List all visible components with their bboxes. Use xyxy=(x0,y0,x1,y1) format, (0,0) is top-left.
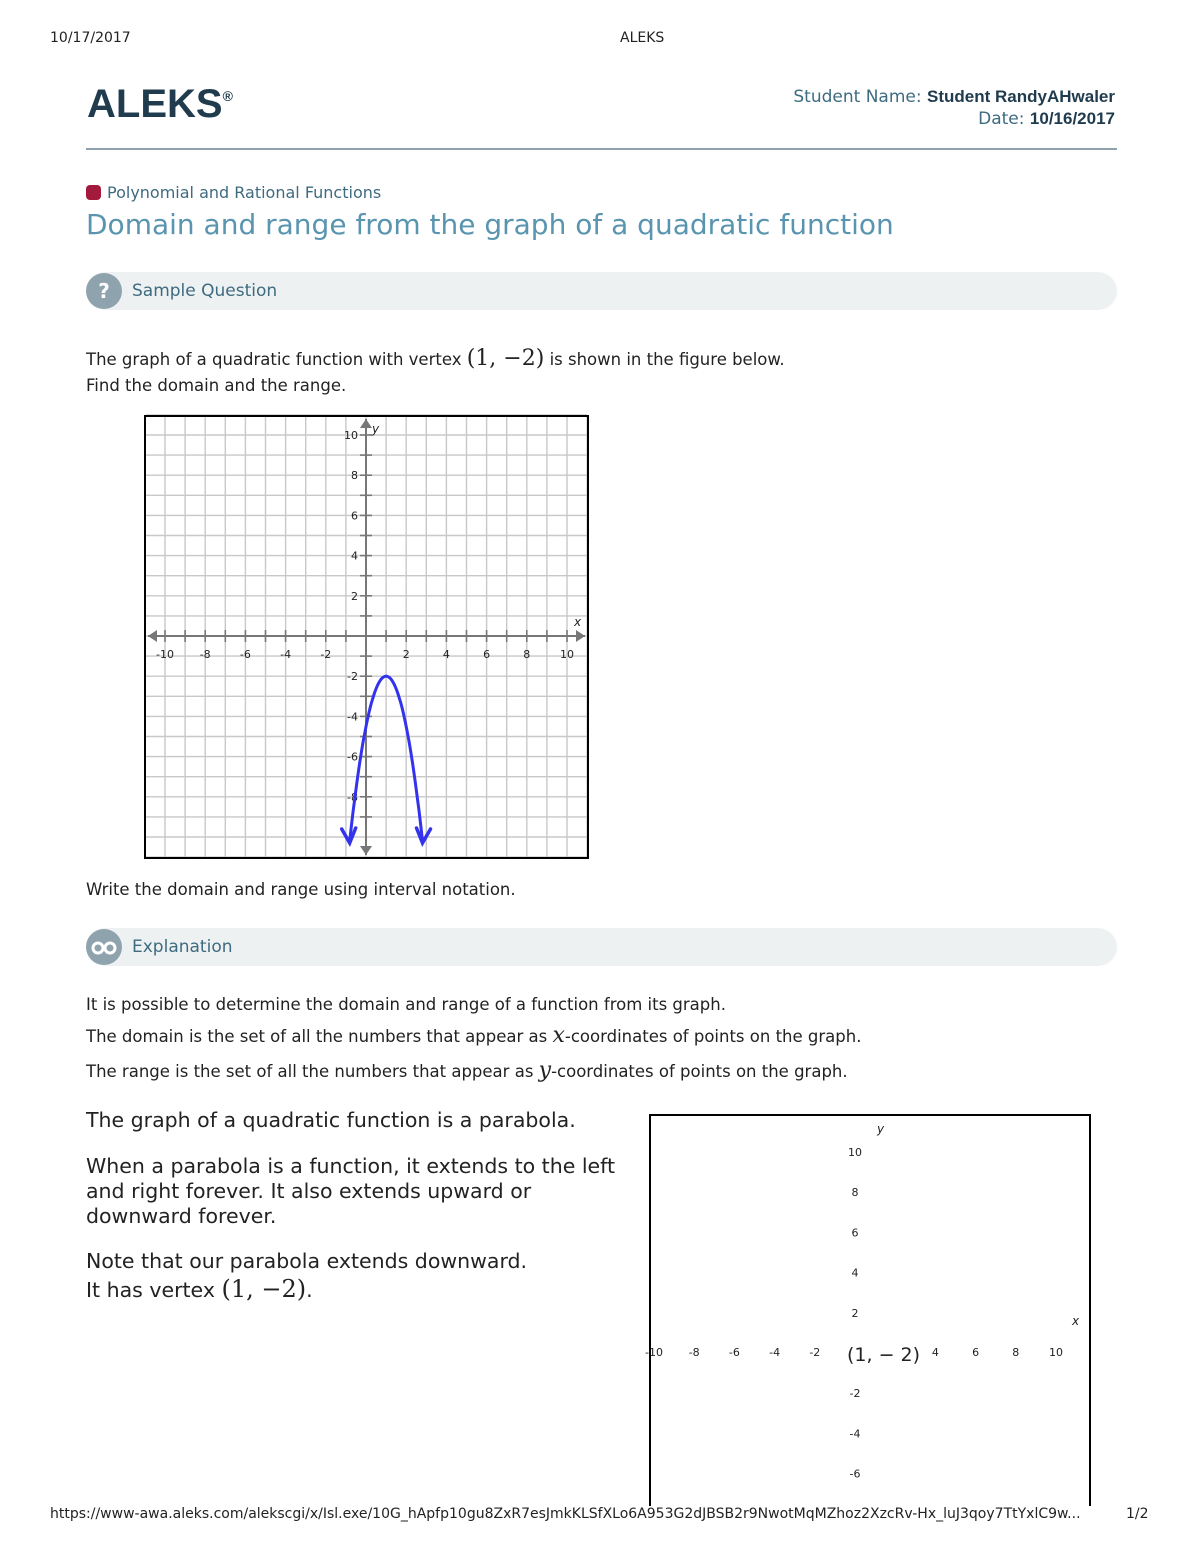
print-date: 10/17/2017 xyxy=(50,30,131,46)
vertex-math: (1, −2) xyxy=(466,346,545,371)
explanation-p1: It is possible to determine the domain and range of a function from its graph. xyxy=(86,995,726,1014)
question-icon: ? xyxy=(86,273,122,309)
category-icon xyxy=(86,185,101,200)
glasses-icon xyxy=(86,929,122,965)
vertex-label: (1, − 2) xyxy=(847,1344,921,1366)
date-label: Date: xyxy=(978,109,1025,129)
y-tick-label: 4 xyxy=(351,549,358,563)
x-tick-label: 4 xyxy=(931,1346,939,1359)
x-tick-label: -10 xyxy=(156,648,174,661)
date-value: 10/16/2017 xyxy=(1029,109,1115,128)
explanation-p3: The range is the set of all the numbers that appear as y-coordinates of points on the graph. xyxy=(86,1058,848,1083)
x-tick-label: -6 xyxy=(239,648,251,661)
x-tick-label: -6 xyxy=(728,1346,740,1359)
y-axis-arrow-down xyxy=(360,846,372,855)
y-axis-arrow-up xyxy=(360,419,372,428)
question-graph xyxy=(144,415,589,859)
question-text-line1: The graph of a quadratic function with vertex (1, −2) is shown in the figure below. xyxy=(86,346,785,371)
x-tick-label: 6 xyxy=(972,1346,980,1359)
footer-page: 1/2 xyxy=(1126,1506,1149,1522)
print-title: ALEKS xyxy=(620,30,665,46)
x-tick-label: -4 xyxy=(280,648,292,661)
explanation-p2: The domain is the set of all the numbers that appear as x-coordinates of points on the graph. xyxy=(86,1023,862,1048)
explanation-b2: When a parabola is a function, it extends to the left and right forever. It also extends upward or downward forever. xyxy=(86,1154,616,1228)
y-axis-label: y xyxy=(372,422,380,436)
y-tick-label: 8 xyxy=(851,1186,859,1200)
footer-url: https://www-awa.aleks.com/alekscgi/x/Isl.exe/10G_hApfp10gu8ZxR7esJmkKLSfXLo6A953G2dJBSB2r9NwotMqMZhoz2XzcRv-Hx_luJ3qoy7TtYxlC9w... xyxy=(50,1506,1081,1522)
x-axis-arrow-left xyxy=(148,630,157,642)
student-info xyxy=(793,86,1115,130)
y-tick-label: 10 xyxy=(344,429,358,442)
y-tick-label: 6 xyxy=(851,1226,859,1240)
y-tick-label: -2 xyxy=(347,670,358,684)
y-tick-label: -8 xyxy=(347,790,358,804)
x-tick-label: 4 xyxy=(442,648,450,661)
x-tick-label: 8 xyxy=(523,648,531,661)
topic-category: Polynomial and Rational Functions xyxy=(86,183,381,202)
explanation-b1: The graph of a quadratic function is a parabola. xyxy=(86,1108,576,1132)
x-tick-label: -8 xyxy=(688,1346,700,1359)
x-tick-label: -8 xyxy=(199,648,211,661)
y-tick-label: -4 xyxy=(347,710,358,724)
x-axis-label: x xyxy=(574,615,582,629)
question-text-line2: Find the domain and the range. xyxy=(86,376,347,395)
aleks-logo: ALEKS® xyxy=(87,82,233,126)
y-tick-label: 4 xyxy=(851,1266,859,1280)
y-tick-label: -6 xyxy=(347,750,358,764)
x-tick-label: -2 xyxy=(809,1346,821,1359)
y-axis-label: y xyxy=(877,1122,885,1136)
x-tick-label: 2 xyxy=(402,648,410,661)
y-tick-label: -2 xyxy=(849,1387,861,1401)
sample-question-header: ? Sample Question xyxy=(86,272,1117,310)
x-tick-label: 6 xyxy=(483,648,491,661)
explanation-b3b: It has vertex (1, −2). xyxy=(86,1275,313,1303)
page-title: Domain and range from the graph of a quadratic function xyxy=(86,208,894,241)
parabola-arrow-left xyxy=(342,828,356,843)
student-name-value: Student RandyAHwaler xyxy=(927,87,1115,106)
student-name-label: Student Name: xyxy=(793,87,922,107)
x-tick-label: 10 xyxy=(1049,1346,1063,1359)
parabola-arrow-right xyxy=(417,828,431,843)
instruction-text: Write the domain and range using interval notation. xyxy=(86,880,516,899)
x-tick-label: -4 xyxy=(769,1346,781,1359)
y-tick-label: -4 xyxy=(849,1427,861,1441)
explanation-b3a: Note that our parabola extends downward. xyxy=(86,1249,528,1273)
y-tick-label: -6 xyxy=(849,1467,861,1481)
x-tick-label: -2 xyxy=(320,648,332,661)
x-tick-label: 8 xyxy=(1012,1346,1020,1359)
y-tick-label: 8 xyxy=(351,469,358,483)
explanation-graph xyxy=(645,1114,1091,1506)
y-tick-label: 2 xyxy=(351,589,358,603)
x-axis-label: x xyxy=(1072,1314,1080,1328)
y-tick-label: 10 xyxy=(848,1146,862,1159)
header-divider xyxy=(86,148,1117,150)
explanation-header: Explanation xyxy=(86,928,1117,966)
x-axis-arrow-right xyxy=(576,630,585,642)
y-tick-label: 2 xyxy=(851,1306,859,1320)
x-tick-label: 10 xyxy=(560,648,574,661)
x-tick-label: -10 xyxy=(645,1346,663,1359)
y-tick-label: 6 xyxy=(351,509,358,523)
